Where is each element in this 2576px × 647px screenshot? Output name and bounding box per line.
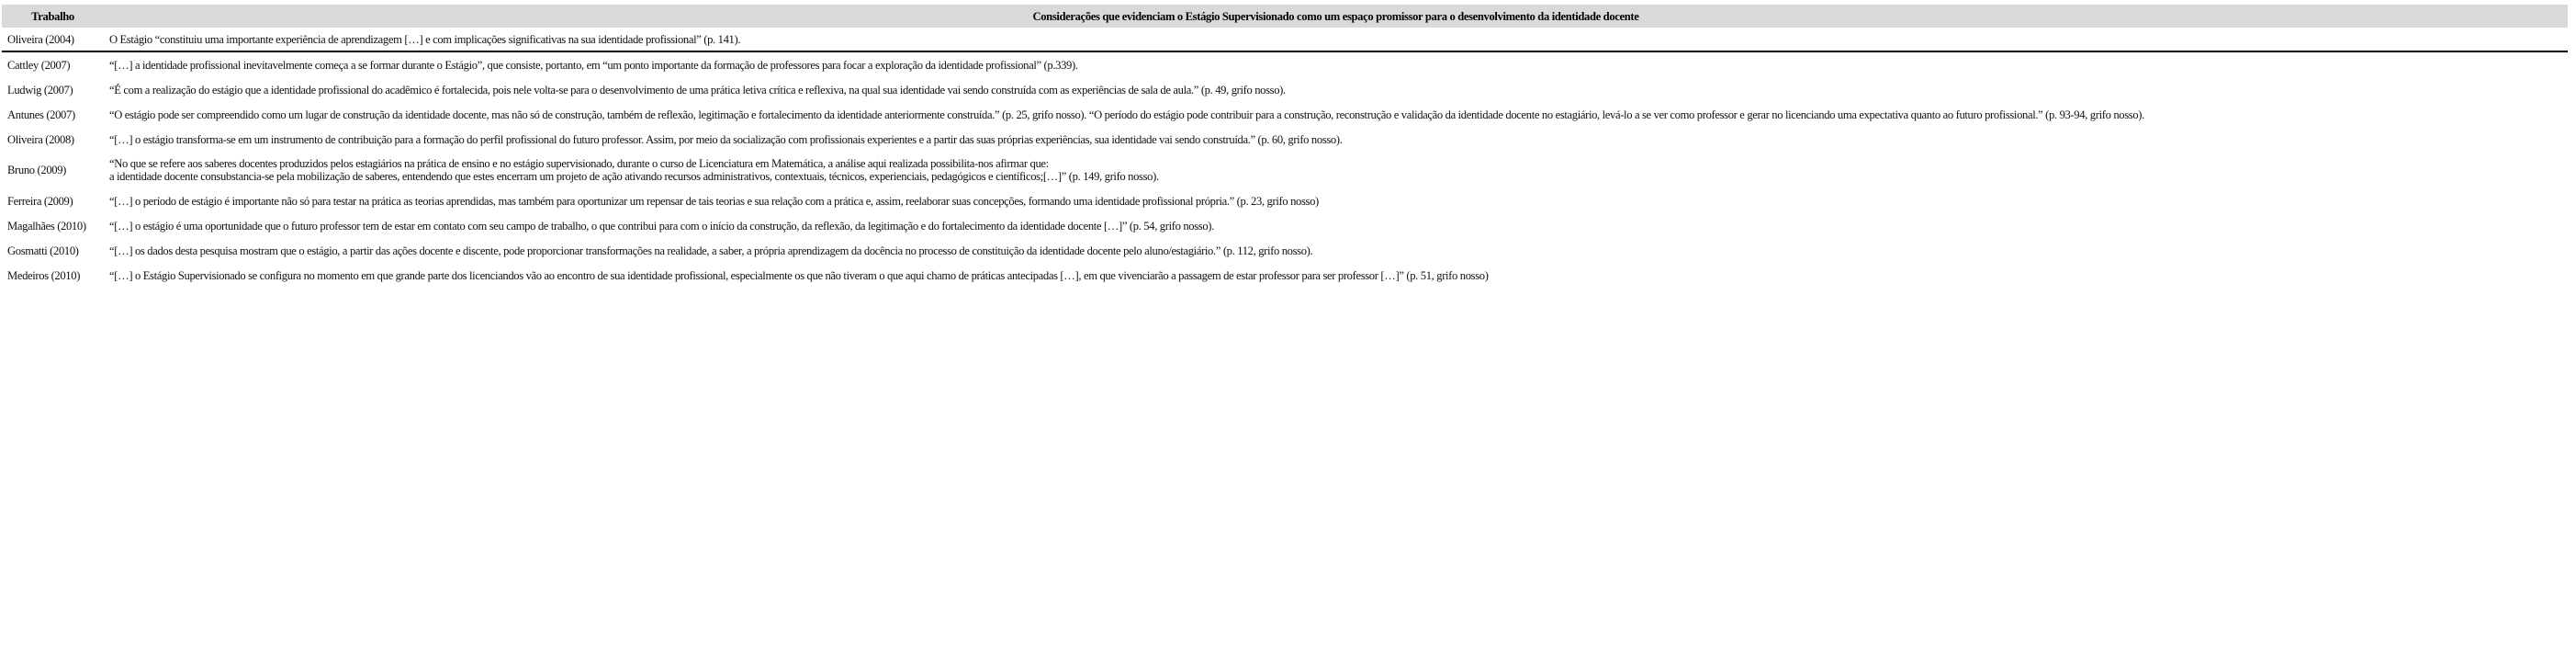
quote-cell	[104, 77, 2568, 102]
quote-text: “[…] o período de estágio é importante não só para testar na prática as teorias aprendidas, mas também para oportunizar um repensar de tais teorias e sua relação com a prática e, assim, reelaborar suas concepções, formando uma identidade profissional própria.” (p. 23, grifo nosso)	[109, 194, 1319, 208]
quote-cell	[104, 51, 2568, 77]
quote-cell	[104, 127, 2568, 152]
quote-cell	[104, 152, 2568, 188]
work-cell: Medeiros (2010)	[7, 268, 81, 282]
quote-text: “[…] o estágio é uma oportunidade que o futuro professor tem de estar em contato com seu campo de trabalho, o que contribui para com o início da construção, da reflexão, da legitimação e do fortalecimento da identidade docente […]” (p. 54, grifo nosso).	[109, 219, 1214, 233]
work-cell: Cattley (2007)	[7, 58, 71, 72]
table-row	[2, 188, 2568, 213]
quote-cell	[104, 238, 2568, 263]
work-cell: Ferreira (2009)	[7, 194, 73, 208]
considerations-table	[2, 5, 2568, 288]
table-row	[2, 102, 2568, 127]
quote-cell	[104, 188, 2568, 213]
quote-text-line-1: “No que se refere aos saberes docentes produzidos pelos estagiários na prática de ensino e no estágio supervisionado, durante o curso de Licenciatura em Matemática, a análise aqui realizada possibilita-nos afirmar que:	[109, 157, 1049, 170]
header-work: Trabalho	[2, 5, 104, 28]
table-header	[2, 5, 2568, 28]
table-row	[2, 152, 2568, 188]
table-row	[2, 213, 2568, 238]
table-row	[2, 263, 2568, 288]
table-row	[2, 28, 2568, 51]
work-cell: Oliveira (2008)	[7, 132, 74, 146]
table-row	[2, 238, 2568, 263]
quote-cell	[104, 102, 2568, 127]
work-cell: Bruno (2009)	[7, 164, 67, 176]
work-cell: Oliveira (2004)	[2, 28, 104, 51]
quote-text: “É com a realização do estágio que a identidade profissional do acadêmico é fortalecida, pois nele volta-se para o desenvolvimento de uma prática letiva crítica e reflexiva, na qual sua identidade vai sendo construída com as experiências de sala de aula.” (p. 49, grifo nosso).	[109, 83, 1286, 96]
work-cell: Ludwig (2007)	[7, 83, 73, 96]
quote-text: “[…] a identidade profissional inevitavelmente começa a se formar durante o Estágio”, que consiste, portanto, em “um ponto importante da formação de professores para focar a exploração da identidade profissional” (p.339).	[109, 58, 1078, 72]
quote-text-line-2: a identidade docente consubstancia-se pela mobilização de saberes, entendendo que estes encerram um projeto de ação ativando recursos administrativos, contextuais, técnicos, experienciais, pedagógicos e científicos;[…]” (p. 149, grifo nosso).	[109, 170, 1159, 183]
header-row	[2, 5, 2568, 28]
quote-text: “[…] os dados desta pesquisa mostram que o estágio, a partir das ações docente e discente, pode proporcionar transformações na realidade, a saber, a própria aprendizagem da docência no processo de constituição da identidade docente pelo aluno/estagiário.” (p. 112, grifo nosso).	[109, 244, 1313, 257]
table-body	[2, 28, 2568, 288]
work-cell: Antunes (2007)	[7, 108, 75, 121]
work-cell: Gosmatti (2010)	[7, 244, 79, 257]
quote-text: “[…] o Estágio Supervisionado se configura no momento em que grande parte dos licenciandos vão ao encontro de sua identidade profissional, especialmente os que não tiveram o que aqui chamo de práticas antecipadas […], em que vivenciarão a passagem de estar professor para ser professor […]” (p. 51, grifo nosso)	[109, 268, 1489, 282]
quote-text: O Estágio “constituiu uma importante experiência de aprendizagem […] e com implicações significativas na sua identidade profissional” (p. 141).	[109, 32, 741, 46]
table-row	[2, 127, 2568, 152]
quote-text: “O estágio pode ser compreendido como um lugar de construção da identidade docente, mas não só de construção, também de reflexão, legitimação e fortalecimento da identidade anteriormente construída.” (p. 25, grifo nosso). “O período do estágio pode contribuir para a construção, reconstrução e validação da identidade docente no estagiário, levá-lo a se ver como professor e gerar no licenciando uma expectativa quanto ao futuro profissional.” (p. 93-94, grifo nosso).	[109, 108, 2144, 121]
header-considerations: Considerações que evidenciam o Estágio Supervisionado como um espaço promissor para o desenvolvimento da identidade docente	[104, 5, 2568, 28]
quote-text: “[…] o estágio transforma-se em um instrumento de contribuição para a formação do perfil profissional do futuro professor. Assim, por meio da socialização com profissionais experientes e a partir das suas próprias experiências, sua identidade vai sendo construída.” (p. 60, grifo nosso).	[109, 132, 1343, 146]
table-row	[2, 51, 2568, 77]
quote-cell	[104, 28, 2568, 51]
table-row	[2, 77, 2568, 102]
quote-cell	[104, 213, 2568, 238]
quote-cell	[104, 263, 2568, 288]
work-cell: Magalhães (2010)	[7, 219, 86, 233]
